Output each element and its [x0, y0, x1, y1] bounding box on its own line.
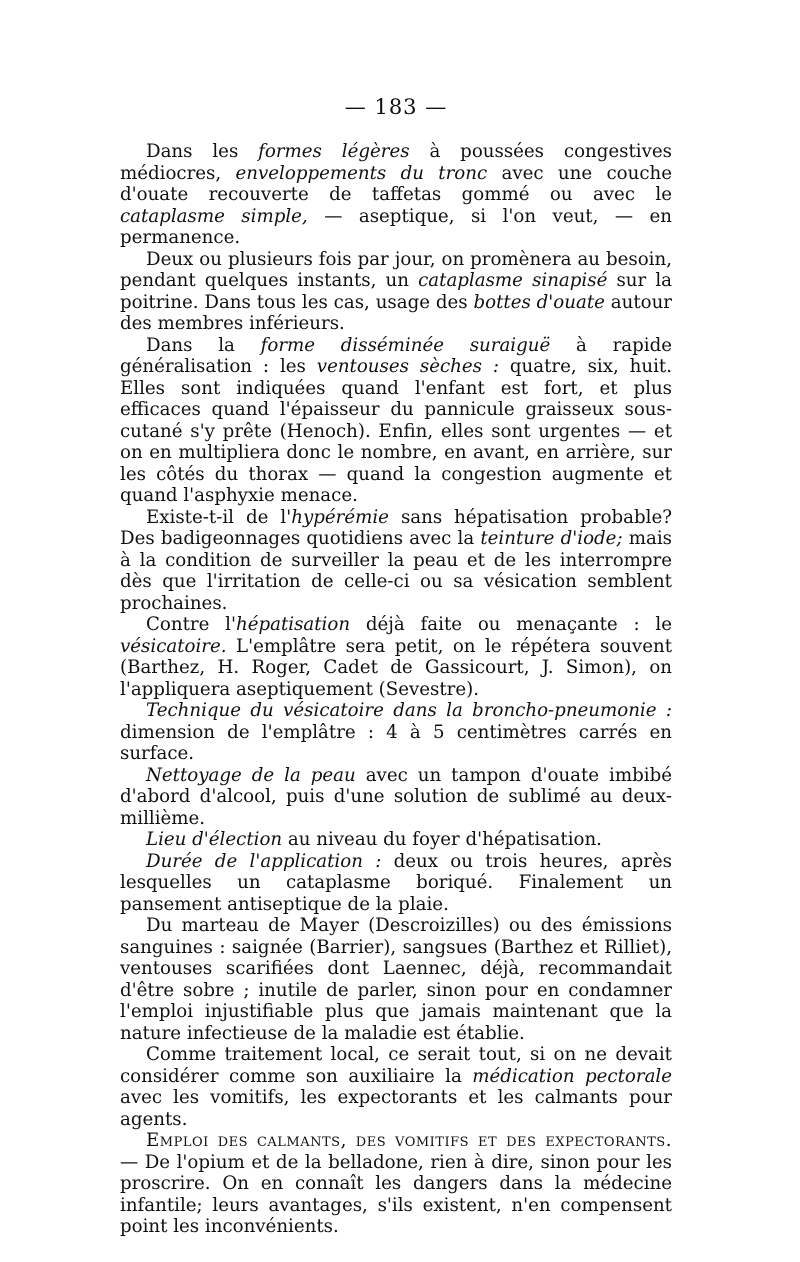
italic-term: formes légères [258, 141, 410, 162]
italic-term: teinture d'iode; [480, 528, 623, 549]
paragraph-forme-disseminee [120, 335, 672, 507]
paragraph-nettoyage-peau [120, 765, 672, 830]
text-run: dimension de l'emplâtre : 4 à 5 centimètres carrés en surface. [120, 721, 672, 764]
text-run: — aseptique, si l'on veut, — en permanence. [120, 205, 673, 248]
text-run: Contre l' [146, 614, 236, 635]
italic-term: Technique du vésicatoire dans la broncho-pneumonie : [146, 700, 672, 721]
text-run: mais à la condition de surveiller la peau et de les interrompre dès que l'irritation de celle-ci ou sa vésication semblent prochaines. [120, 528, 673, 614]
italic-term: bottes d'ouate [473, 291, 605, 313]
paragraph-hyperemie [120, 507, 672, 615]
text-run: avec une couche d'ouate recouverte de taffetas gommé ou avec le [120, 162, 672, 205]
paragraph-formes-legeres [120, 141, 672, 249]
italic-term: cataplasme sinapisé [418, 270, 608, 291]
text-run: Du marteau de Mayer (Descroizilles) ou des émissions sanguines : saignée (Barrier), sangsues (Barthez et Rilliet), ventouses scarifiées dont Laennec, déjà, recommandait d'être sobre ; inutile de parler, sinon pour en condamner l'emploi injustifiable plus que jamais maintenant que la nature infectieuse de la maladie est établie. [120, 915, 672, 1044]
paragraph-technique-vesicatoire [120, 700, 672, 765]
text-run: L'emplâtre sera petit, on le répétera souvent (Barthez, H. Roger, Cadet de Gassicourt, J. Simon), on l'appliquera aseptiquement (Sevestre). [120, 635, 672, 700]
paragraph-emploi-calmants [120, 1130, 672, 1238]
text-run: Comme traitement local, ce serait tout, si on ne devait considérer comme son auxiliaire la [120, 1044, 672, 1087]
italic-term: médication pectorale [472, 1065, 672, 1087]
text-run: Existe-t-il de l' [146, 506, 292, 528]
text-run: — De l'opium et de la belladone, rien à dire, sinon pour les proscrire. On en connaît les dangers dans la médecine infantile; leurs avantages, s'ils existent, n'en compensent point les inconvénients. [120, 1151, 672, 1237]
italic-term: Nettoyage de la peau [146, 764, 356, 786]
text-run: autour des membres inférieurs. [120, 291, 672, 334]
text-run: déjà faite ou menaçante : le [350, 614, 672, 635]
text-run: quatre, six, huit. Elles sont indiquées quand l'enfant est fort, et plus efficaces quand l'épaisseur du pannicule graisseux sous-cutané s'y prête (Henoch). Enfin, elles sont urgentes — et on en multipliera donc le nombre, en avant, en arrière, sur les côtés du thorax — quand la congestion augmente et quand l'asphyxie menace. [120, 356, 672, 506]
text-run: sur la poitrine. Dans tous les cas, usage des [120, 270, 672, 313]
italic-term: cataplasme simple, [120, 205, 308, 227]
italic-term: forme disséminée suraiguë [260, 334, 551, 356]
book-page [120, 95, 672, 1238]
paragraph-hepatisation [120, 614, 672, 700]
italic-term: hépatisation [235, 614, 351, 635]
paragraph-marteau-mayer [120, 915, 672, 1044]
text-run: à poussées congestives médiocres, [120, 141, 672, 184]
text-run: Deux ou plusieurs fois par jour, on promènera au besoin, pendant quelques instants, un [120, 248, 672, 291]
text-run: avec un tampon d'ouate imbibé d'abord d'alcool, puis d'une solution de sublimé au deux-millième. [120, 764, 672, 829]
text-run: Dans les [146, 141, 259, 162]
italic-term: enveloppements du tronc [235, 162, 488, 184]
paragraph-lieu-election [120, 829, 672, 851]
text-run: deux ou trois heures, après lesquelles un cataplasme boriqué. Finalement un pansement antiseptique de la plaie. [120, 850, 673, 915]
italic-term: Durée de l'application : [146, 850, 382, 872]
text-run: au niveau du foyer d'hépatisation. [282, 829, 602, 850]
italic-term: hypérémie [291, 506, 389, 528]
paragraph-cataplasme-sinapise [120, 249, 672, 335]
italic-term: Lieu d'élection [146, 829, 283, 850]
italic-term: vésicatoire. [120, 635, 227, 657]
text-run: Dans la [146, 334, 261, 356]
text-run: sans hépatisation probable? Des badigeonnages quotidiens avec la [120, 506, 672, 549]
small-caps-heading: Emploi des calmants, des vomitifs et des expectorants. [146, 1130, 672, 1151]
italic-term: ventouses sèches : [316, 356, 499, 377]
text-run: avec les vomitifs, les expectorants et les calmants pour agents. [120, 1087, 672, 1130]
paragraph-traitement-local [120, 1044, 672, 1130]
paragraph-duree-application [120, 851, 672, 916]
text-run: à rapide généralisation : les [120, 334, 672, 377]
page-number: — 183 — [344, 95, 448, 119]
